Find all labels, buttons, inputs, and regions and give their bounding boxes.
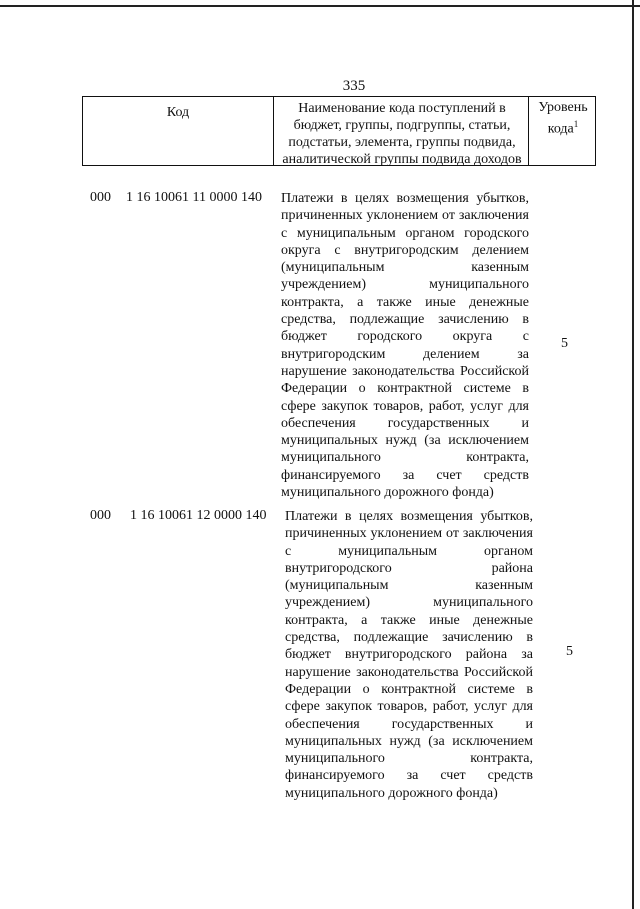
row-code: 1 16 10061 11 0000 140 [126,190,262,205]
row-name: Платежи в целях возмещения убытков, причиненных уклонением от заключения с муниципальным органом внутригородского района (муниципальным казенным учреждением) муниципального контракта, а также иные денежные средства, подлежащие зачислению в бюджет внутригородского района за нарушение законодательства Российской Федерации о контрактной системе в сфере закупок товаров, работ, услуг для обеспечения государственных и муниципальных нужд (за исключением муниципального контракта, финансируемого за счет средств муниципального дорожного фонда) [285,509,533,801]
scan-edge-right [632,0,634,909]
row-level: 5 [561,336,568,351]
header-level [529,97,597,165]
row-code-prefix: 000 [90,190,111,205]
scan-edge-top [0,5,640,7]
header-name [274,97,529,165]
page-number: 335 [342,78,366,94]
row-level: 5 [566,644,573,659]
header-code-label: Код [166,105,190,120]
table-header [82,96,596,166]
row-name: Платежи в целях возмещения убытков, причиненных уклонением от заключения с муниципальным органом городского округа с внутригородским делением (муниципальным казенным учреждением) муниципального контракта, а также иные денежные средства, подлежащие зачислению в бюджет городского округа с внутригородским делением за нарушение законодательства Российской Федерации о контрактной системе в сфере закупок товаров, работ, услуг для обеспечения государственных и муниципальных нужд (за исключением муниципального контракта, финансируемого за счет средств муниципального дорожного фонда) [281,191,529,501]
header-level-label: Уровень кода [538,100,588,137]
row-code-prefix: 000 [90,508,111,523]
header-level-footnote: 1 [573,119,579,129]
row-code: 1 16 10061 12 0000 140 [130,508,267,523]
header-code [83,97,274,165]
header-name-label: Наименование кода поступлений в бюджет, группы, подгруппы, статьи, подстатьи, элемента, группы подвида, аналитической группы подвида доходов [282,101,522,167]
